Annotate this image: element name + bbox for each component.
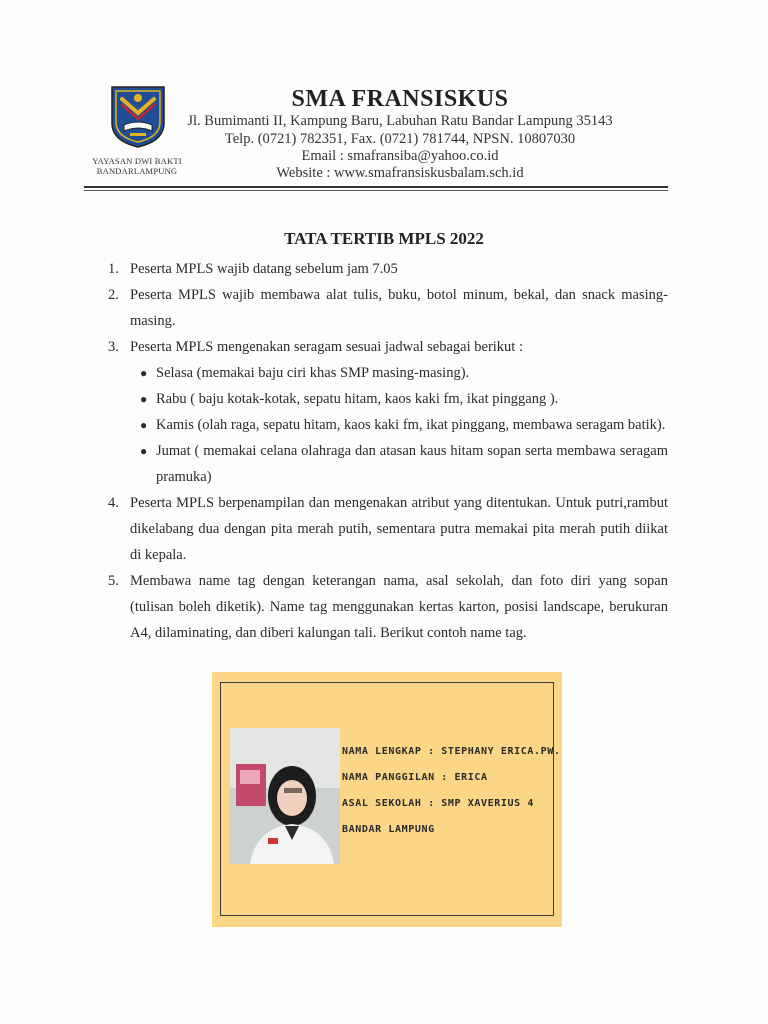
foundation-line-1: YAYASAN DWI BAKTI (92, 156, 182, 166)
name-tag-text (342, 739, 561, 843)
item-number: 2. (108, 287, 119, 303)
school-phone: Telp. (0721) 782351, Fax. (0721) 781744, NPSN. 10807030 (224, 131, 576, 147)
name-tag-example (212, 672, 562, 927)
list-item (108, 490, 668, 568)
schedule-item (108, 360, 668, 386)
school-website: Website : www.smafransiskusbalam.sch.id (276, 165, 524, 181)
item-text: Peserta MPLS mengenakan seragam sesuai jadwal sebagai berikut : (130, 339, 523, 355)
bullet-icon: ● (140, 444, 148, 458)
name-tag-fullname: NAMA LENGKAP : STEPHANY ERICA.PW. (342, 746, 561, 757)
name-tag-city: BANDAR LAMPUNG (342, 824, 435, 835)
list-item (108, 334, 668, 360)
name-tag-nickname: NAMA PANGGILAN : ERICA (342, 772, 488, 783)
document-title: TATA TERTIB MPLS 2022 (284, 229, 484, 248)
school-name: SMA FRANSISKUS (291, 86, 509, 112)
schedule-item (108, 386, 668, 412)
schedule-text: Selasa (memakai baju ciri khas SMP masing-masing). (156, 365, 470, 381)
letterhead-divider-thin (84, 190, 668, 191)
schedule-item (108, 438, 668, 490)
list-item (108, 568, 668, 646)
student-photo (230, 728, 340, 864)
foundation-line-2: BANDARLAMPUNG (96, 166, 178, 176)
list-item (108, 256, 668, 282)
bullet-icon: ● (140, 366, 148, 380)
item-text: Peserta MPLS berpenampilan dan mengenakan atribut yang ditentukan. Untuk putri,rambut dikelabang dua dengan pita merah putih, sementara putra memakai pita merah putih diikat di kepala. (130, 495, 668, 563)
rules-list (108, 256, 668, 646)
schedule-item (108, 412, 668, 438)
list-item (108, 282, 668, 334)
item-text: Membawa name tag dengan keterangan nama, asal sekolah, dan foto diri yang sopan (tulisan boleh diketik). Name tag menggunakan kertas karton, posisi landscape, berukuran A4, dilaminating, dan diberi kalungan tali. Berikut contoh name tag. (130, 573, 668, 641)
school-address: Jl. Bumimanti II, Kampung Baru, Labuhan Ratu Bandar Lampung 35143 (187, 113, 613, 129)
schedule-text: Jumat ( memakai celana olahraga dan atasan kaus hitam sopan serta membawa seragam pramuka) (156, 443, 668, 485)
item-number: 5. (108, 573, 119, 589)
bullet-icon: ● (140, 418, 148, 432)
item-text: Peserta MPLS wajib membawa alat tulis, buku, botol minum, bekal, dan snack masing-masing. (130, 287, 668, 329)
item-text: Peserta MPLS wajib datang sebelum jam 7.05 (130, 261, 398, 277)
item-number: 4. (108, 495, 119, 511)
school-email: Email : smafransiba@yahoo.co.id (301, 148, 499, 164)
name-tag-school: ASAL SEKOLAH : SMP XAVERIUS 4 (342, 798, 534, 809)
letterhead-divider (84, 186, 668, 188)
schedule-text: Kamis (olah raga, sepatu hitam, kaos kaki fm, ikat pinggang, membawa seragam batik). (156, 417, 666, 433)
item-number: 1. (108, 261, 119, 277)
item-number: 3. (108, 339, 119, 355)
school-crest-icon (108, 83, 168, 149)
schedule-text: Rabu ( baju kotak-kotak, sepatu hitam, kaos kaki fm, ikat pinggang ). (156, 391, 559, 407)
bullet-icon: ● (140, 392, 148, 406)
